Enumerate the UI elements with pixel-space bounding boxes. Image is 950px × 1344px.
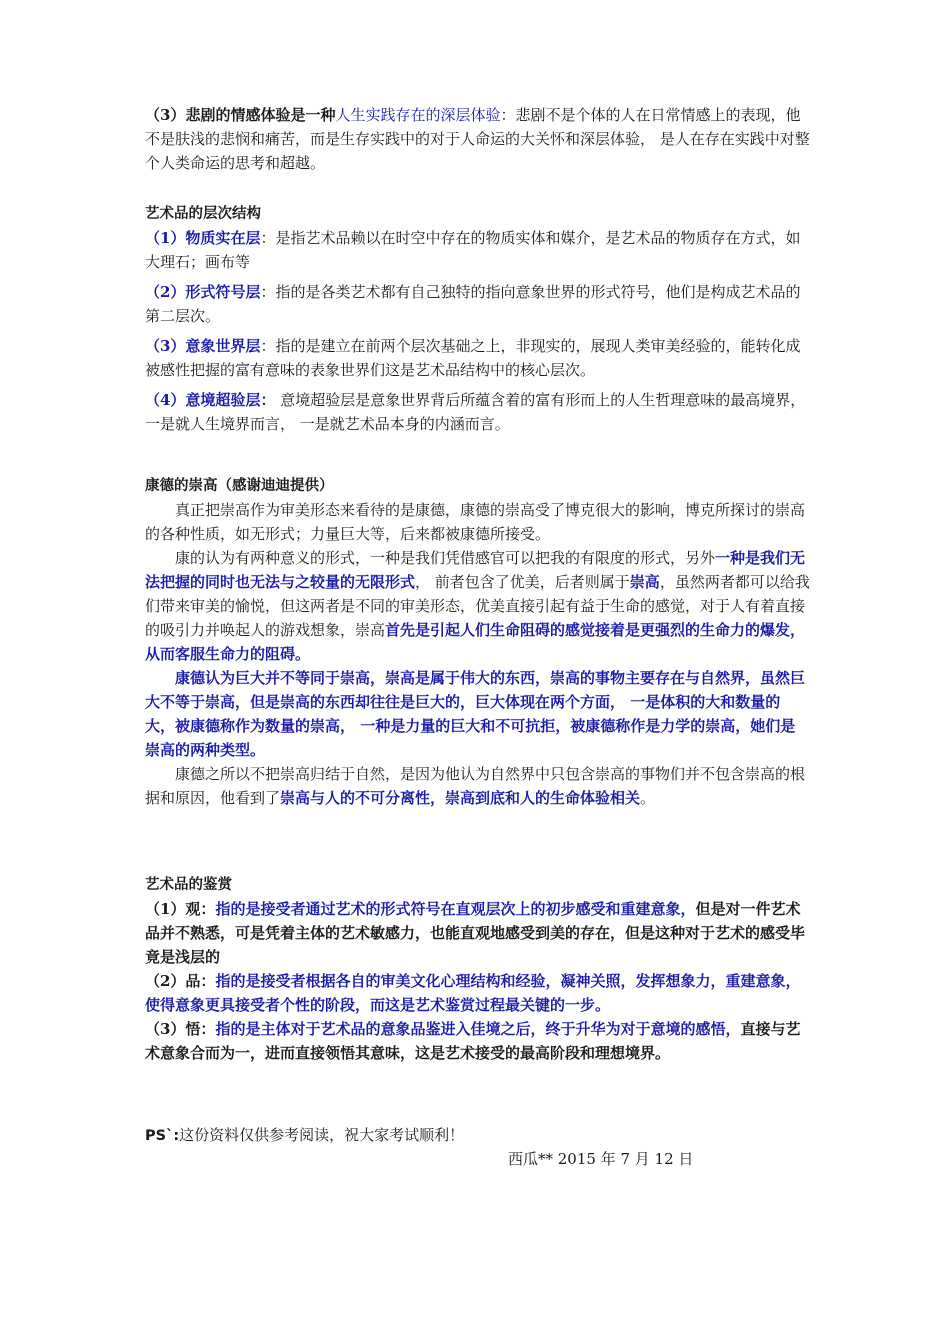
- kant-p4-a: 康德之所以不把崇高归结于自然，是因为他认为自然界中只包含崇高的事物们并不包含崇高的根据和原因，他看到了: [145, 765, 806, 807]
- appreciation-item-text: 指的是主体对于艺术品的意象品鉴进入佳境之后，终于升华为对于意境的感悟，: [215, 1020, 741, 1038]
- appreciation-section: [145, 873, 810, 1065]
- appreciation-item-label: （3）悟：: [145, 1020, 216, 1038]
- structure-item-label: （1）物质实在层: [145, 229, 261, 247]
- structure-item-2: [145, 280, 810, 328]
- kant-p4: [145, 762, 810, 810]
- kant-p2-a: 康的认为有两种意义的形式，一种是我们凭借感官可以把我的有限度的形式，另外: [175, 549, 716, 567]
- appreciation-title: 艺术品的鉴赏: [145, 877, 232, 893]
- kant-p2-c: ， 前者包含了优美，后者则属于: [415, 573, 630, 591]
- structure-section: [145, 202, 810, 436]
- structure-item-label: （2）形式符号层: [145, 283, 261, 301]
- kant-p2-f: 首先是引起人们生命阻碍的感觉接着是更强烈的生命力的爆发，从而客服生命力的阻碍。: [145, 621, 806, 663]
- appreciation-item-1: [145, 897, 810, 969]
- structure-item-text: 意境超验层是意象世界背后所蕴含着的富有形而上的人生哲理意味的最高境界，一是就人生境界而言， 一是就艺术品本身的内涵而言。: [145, 391, 806, 433]
- structure-item-3: [145, 334, 810, 382]
- structure-item-4: [145, 388, 810, 436]
- tragedy-num: （3）: [145, 106, 186, 124]
- appreciation-item-text2: 但是对一件艺术品并不熟悉，可是凭着主体的艺术敏感力，也能直观地感受到美的存在，但是这种对于艺术的感受毕竟是浅层的: [145, 900, 806, 966]
- appreciation-item-text: 指的是接受者根据各自的审美文化心理结构和经验，凝神关照，发挥想象力，重建意象，使得意象更具接受者个性的阶段，而这是艺术鉴赏过程最关键的一步。: [145, 972, 801, 1014]
- tragedy-head: 悲剧的情感体验是一种: [185, 106, 336, 124]
- kant-p4-b: 崇高与人的不可分离性，崇高到底和人的生命体验相关: [280, 789, 641, 807]
- kant-section: [145, 474, 810, 810]
- structure-item-text: ：是指艺术品赖以在时空中存在的物质实体和媒介，是艺术品的物质存在方式，如大理石；画布等: [145, 229, 801, 271]
- structure-item-text: ：指的是各类艺术都有自己独特的指向意象世界的形式符号，他们是构成艺术品的第二层次。: [145, 283, 801, 325]
- appreciation-item-label: （1）观：: [145, 900, 216, 918]
- appreciation-item-text2: 直接与艺术意象合而为一，进而直接领悟其意味，这是艺术接受的最高阶段和理想境界。: [145, 1020, 801, 1062]
- tragedy-text: ：悲剧不是个体的人在日常情感上的表现，他不是肤浅的悲悯和痛苦，而是生存实践中的对于人命运的大关怀和深层体验， 是人在存在实践中对整个人类命运的思考和超越。: [145, 106, 810, 172]
- kant-p3: 康德认为巨大并不等同于崇高，崇高是属于伟大的东西，崇高的事物主要存在与自然界，虽然巨大不等于崇高，但是崇高的东西却往往是巨大的，巨大体现在两个方面， 一是体积的大和数量的大，被康德称作为数量的崇高， 一种是力量的巨大和不可抗拒，被康德称作是力学的崇高，她们是崇高的两种类型。: [145, 669, 806, 759]
- ps-label: PS`:: [145, 1128, 180, 1144]
- appreciation-item-3: [145, 1017, 810, 1065]
- appreciation-item-text: 指的是接受者通过艺术的形式符号在直观层次上的初步感受和重建意象，: [215, 900, 696, 918]
- tragedy-key: 人生实践存在的深层体验: [335, 106, 501, 124]
- structure-item-1: [145, 226, 810, 274]
- kant-p1: 真正把崇高作为审美形态来看待的是康德，康德的崇高受了博克很大的影响，博克所探讨的崇高的各种性质，如无形式；力量巨大等，后来都被康德所接受。: [145, 501, 806, 543]
- structure-item-text: ：指的是建立在前两个层次基础之上，非现实的，展现人类审美经验的，能转化成被感性把握的富有意味的表象世界们这是艺术品结构中的核心层次。: [145, 337, 801, 379]
- structure-title: 艺术品的层次结构: [145, 206, 261, 222]
- kant-p4-c: 。: [640, 789, 656, 807]
- tragedy-paragraph: [145, 103, 810, 175]
- appreciation-item-label: （2）品：: [145, 972, 216, 990]
- ps-text: 这份资料仅供参考阅读，祝大家考试顺利！: [179, 1126, 465, 1144]
- kant-p2: [145, 546, 810, 666]
- appreciation-item-2: [145, 969, 810, 1017]
- kant-p2-e: ，虽然两者都可以给我们带来审美的愉悦，但这两者是不同的审美形态，优美直接引起有益于生命的感觉，对于人有着直接的吸引力并唤起人的游戏想象，崇高: [145, 573, 810, 639]
- kant-p2-b: 一种是我们无法把握的同时也无法与之较量的无限形式: [145, 549, 806, 591]
- kant-p2-d: 崇高: [629, 573, 660, 591]
- signature: 西瓜** 2015 年 7 月 12 日: [508, 1150, 694, 1168]
- ps-note: [145, 1123, 464, 1148]
- structure-item-label: （4）意境超验层：: [145, 391, 276, 409]
- structure-item-label: （3）意象世界层: [145, 337, 261, 355]
- kant-title: 康德的崇高（感谢迪迪提供）: [145, 478, 334, 494]
